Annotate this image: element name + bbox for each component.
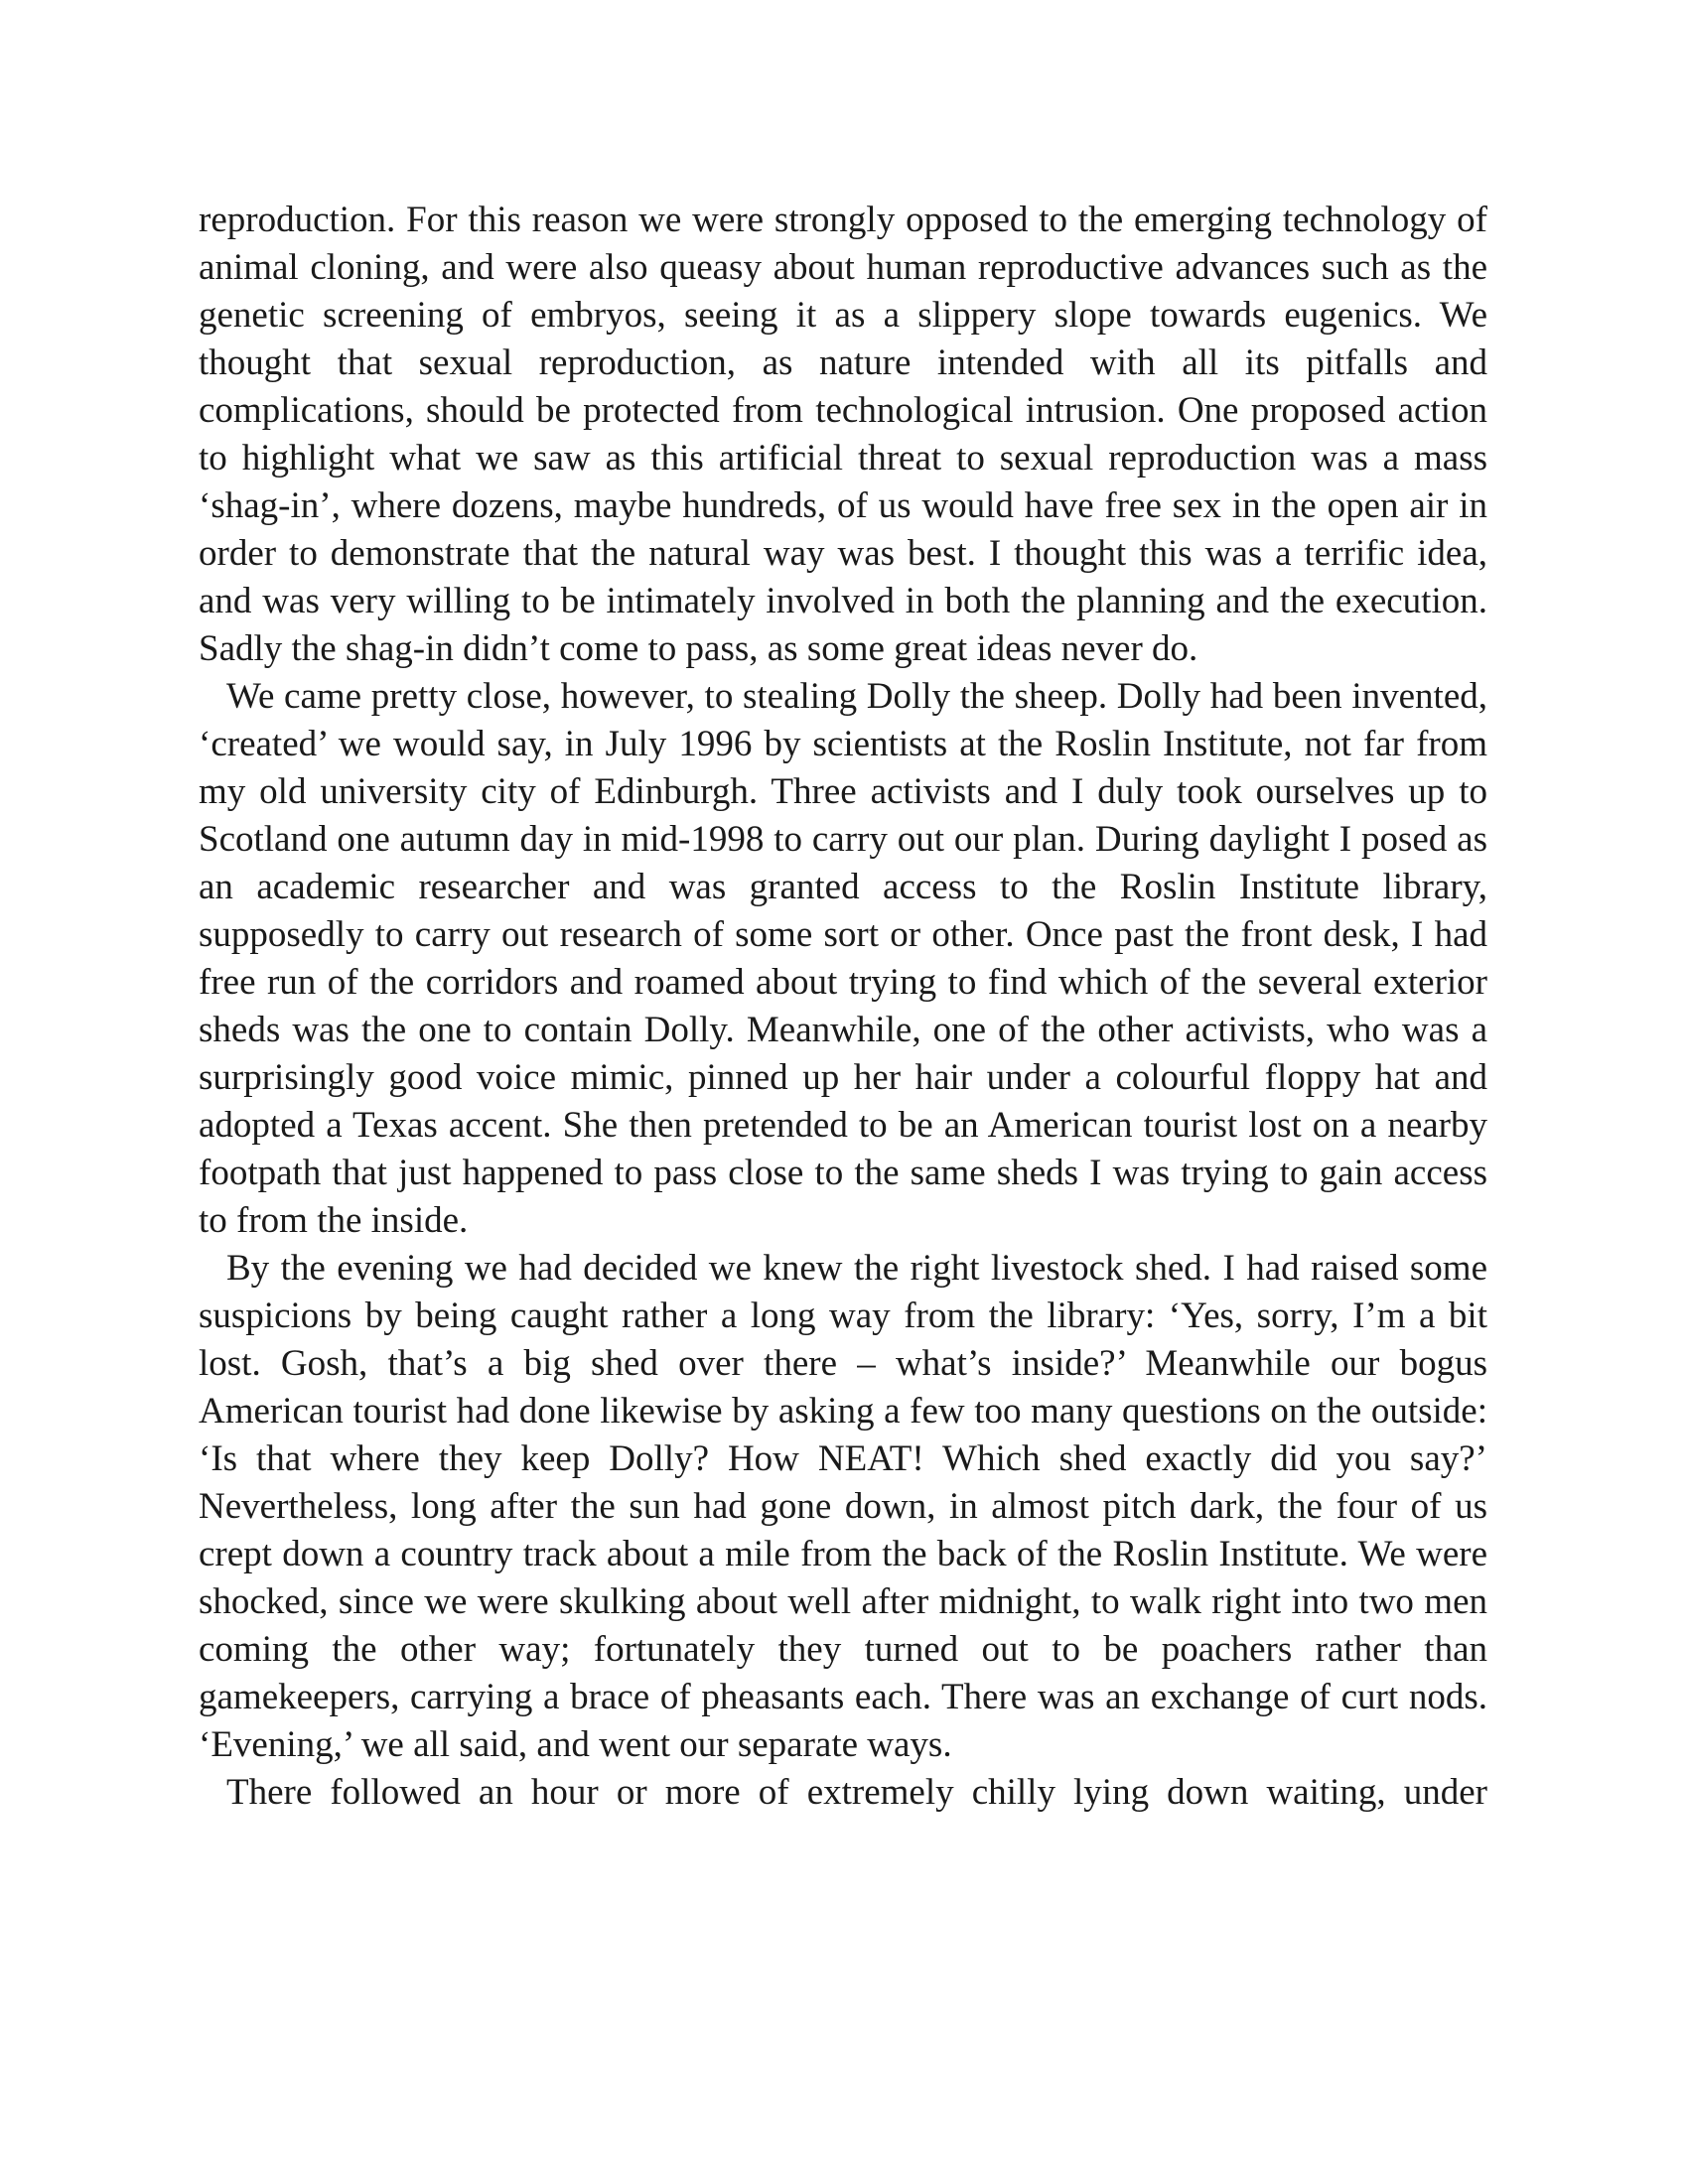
paragraph-dolly-plan: We came pretty close, however, to stealing Dolly the sheep. Dolly had been invented, ‘created’ we would say, in July 1996 by scientists at the Roslin Institute, not far from my old university city of Edinburgh. Three activists and I duly took ourselves up to Scotland one autumn day in mid-1998 to carry out our plan. During daylight I posed as an academic researcher and was granted access to the Roslin Institute library, supposedly to carry out research of some sort or other. Once past the front desk, I had free run of the corridors and roamed about trying to find which of the several exterior sheds was the one to contain Dolly. Meanwhile, one of the other activists, who was a surprisingly good voice mimic, pinned up her hair under a colourful floppy hat and adopted a Texas accent. She then pretended to be an American tourist lost on a nearby footpath that just happened to pass close to the same sheds I was trying to gain access to from the inside. [199, 676, 1487, 1241]
paragraph-waiting: There followed an hour or more of extremely chilly lying down waiting, under [226, 1772, 1487, 1813]
paragraph-livestock-shed: By the evening we had decided we knew the right livestock shed. I had raised some suspicions by being caught rather a long way from the library: ‘Yes, sorry, I’m a bit lost. Gosh, that’s a big shed over there – what’s inside?’ Meanwhile our bogus American tourist had done likewise by asking a few too many questions on the outside: ‘Is that where they keep Dolly? How NEAT! Which shed exactly did you say?’ Nevertheless, long after the sun had gone down, in almost pitch dark, the four of us crept down a country track about a mile from the back of the Roslin Institute. We were shocked, since we were skulking about well after midnight, to walk right into two men coming the other way; fortunately they turned out to be poachers rather than gamekeepers, carrying a brace of pheasants each. There was an exchange of curt nods. ‘Evening,’ we all said, and went our separate ways. [199, 1248, 1487, 1765]
paragraph-shag-in: reproduction. For this reason we were strongly opposed to the emerging technology of animal cloning, and were also queasy about human reproductive advances such as the genetic screening of embryos, seeing it as a slippery slope towards eugenics. We thought that sexual reproduction, as nature intended with all its pitfalls and complications, should be protected from technological intrusion. One proposed action to highlight what we saw as this artificial threat to sexual reproduction was a mass ‘shag-in’, where dozens, maybe hundreds, of us would have free sex in the open air in order to demonstrate that the natural way was best. I thought this was a terrific idea, and was very willing to be intimately involved in both the planning and the execution. Sadly the shag-in didn’t come to pass, as some great ideas never do. [199, 200, 1487, 669]
book-page-body [199, 197, 1487, 1817]
